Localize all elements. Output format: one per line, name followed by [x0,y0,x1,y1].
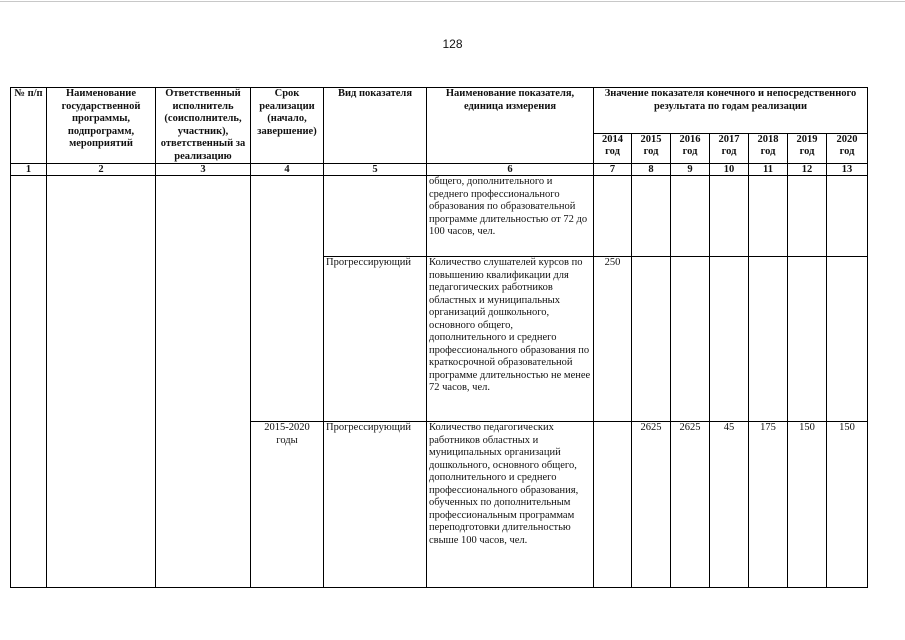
column-number: 4 [251,164,324,176]
column-number: 10 [710,164,749,176]
column-number: 1 [11,164,47,176]
column-number: 13 [827,164,868,176]
cell-value [827,257,868,422]
table-row [11,176,868,257]
cell-value: 250 [594,257,632,422]
header-values: Значение показателя конечного и непосредственного результата по годам реализации [594,88,868,134]
top-rule [0,1,905,2]
header-type: Вид показателя [324,88,427,164]
cell-type [324,176,427,257]
cell-term [251,176,324,422]
cell-program [47,176,156,588]
cell-value: 45 [710,422,749,588]
cell-value: 2625 [671,422,710,588]
indicator-table [10,87,868,588]
cell-value: 150 [788,422,827,588]
header-year: 2016 год [671,133,710,163]
cell-indicator-name: общего, дополнительного и среднего профессионального образования по образовательной программе длительностью от 72 до 100 часов, чел. [427,176,594,257]
header-executor: Ответственный исполнитель (соисполнитель, участник), ответственный за реализацию [156,88,251,164]
column-number: 9 [671,164,710,176]
header-name: Наименование показателя, единица измерения [427,88,594,164]
cell-value: 175 [749,422,788,588]
header-year: 2020 год [827,133,868,163]
cell-value: 2625 [632,422,671,588]
header-year: 2014 год [594,133,632,163]
cell-value [788,176,827,257]
column-number: 7 [594,164,632,176]
cell-value [788,257,827,422]
cell-num [11,176,47,588]
cell-value [671,257,710,422]
page-number: 128 [442,37,463,51]
column-number: 5 [324,164,427,176]
cell-value [632,257,671,422]
header-year: 2015 год [632,133,671,163]
cell-type: Прогрессирующий [324,257,427,422]
cell-value [749,257,788,422]
column-number: 2 [47,164,156,176]
cell-value [827,176,868,257]
cell-executor [156,176,251,588]
header-term: Срок реализации (начало, завершение) [251,88,324,164]
cell-value: 150 [827,422,868,588]
column-number: 11 [749,164,788,176]
cell-value [594,176,632,257]
cell-value [632,176,671,257]
header-year: 2017 год [710,133,749,163]
cell-value [710,176,749,257]
cell-indicator-name: Количество слушателей курсов по повышению квалификации для педагогических работников областных и муниципальных организаций дошкольного, основного общего, дополнительного и среднего профессионального образования по краткосрочной образовательной программе длительностью не менее 72 часов, чел. [427,257,594,422]
header-num: № п/п [11,88,47,164]
cell-term: 2015-2020 годы [251,422,324,588]
column-number: 8 [632,164,671,176]
header-year: 2019 год [788,133,827,163]
column-number-row [11,164,868,176]
header-program: Наименование государственной программы, подпрограмм, мероприятий [47,88,156,164]
cell-value [710,257,749,422]
cell-value [749,176,788,257]
cell-type: Прогрессирующий [324,422,427,588]
header-year: 2018 год [749,133,788,163]
cell-indicator-name: Количество педагогических работников областных и муниципальных организаций дошкольного, основного общего, дополнительного и среднего профессионального образования, обученных по дополнительным профессиональным программам переподготовки длительностью свыше 100 часов, чел. [427,422,594,588]
column-number: 6 [427,164,594,176]
column-number: 12 [788,164,827,176]
cell-value [671,176,710,257]
column-number: 3 [156,164,251,176]
cell-value [594,422,632,588]
